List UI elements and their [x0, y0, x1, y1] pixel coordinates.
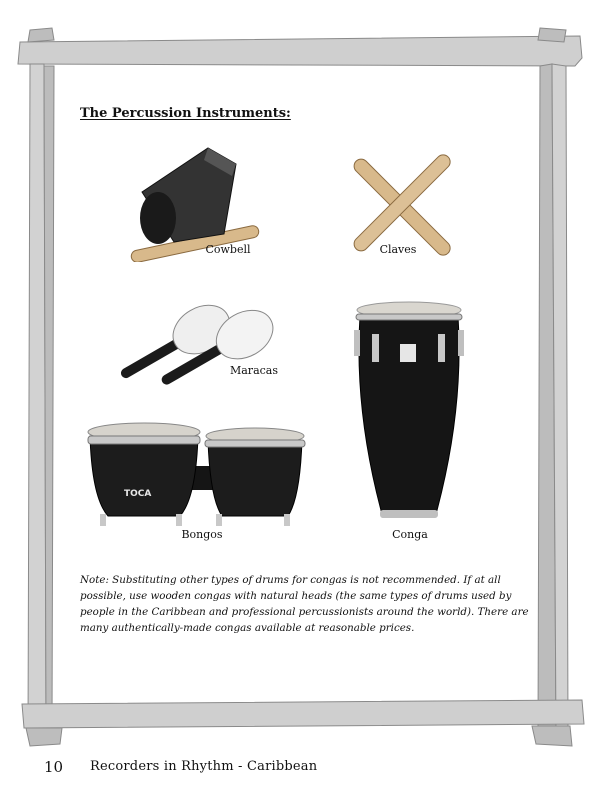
section-heading: The Percussion Instruments: [80, 106, 291, 121]
bongos-illustration [84, 418, 310, 530]
maracas-label: Maracas [229, 364, 278, 377]
note-paragraph: Note: Substituting other types of drums for congas is not recommended. If at all possible, use wooden congas with natural heads (the same types of drums used by people in the Caribbean and professional percussionists around the world). There are many authentically-made congas available at reasonable prices. [80, 574, 529, 634]
bongos-label: Bongos [181, 528, 223, 541]
claves-label: Claves [379, 243, 417, 256]
conga-label: Conga [392, 528, 428, 541]
cowbell-label: Cowbell [205, 243, 251, 256]
conga-illustration [350, 300, 468, 522]
bongos-brand-mark: TOCA [124, 489, 152, 499]
book-title: Recorders in Rhythm - Caribbean [90, 759, 318, 774]
page-number: 10 [44, 758, 64, 776]
